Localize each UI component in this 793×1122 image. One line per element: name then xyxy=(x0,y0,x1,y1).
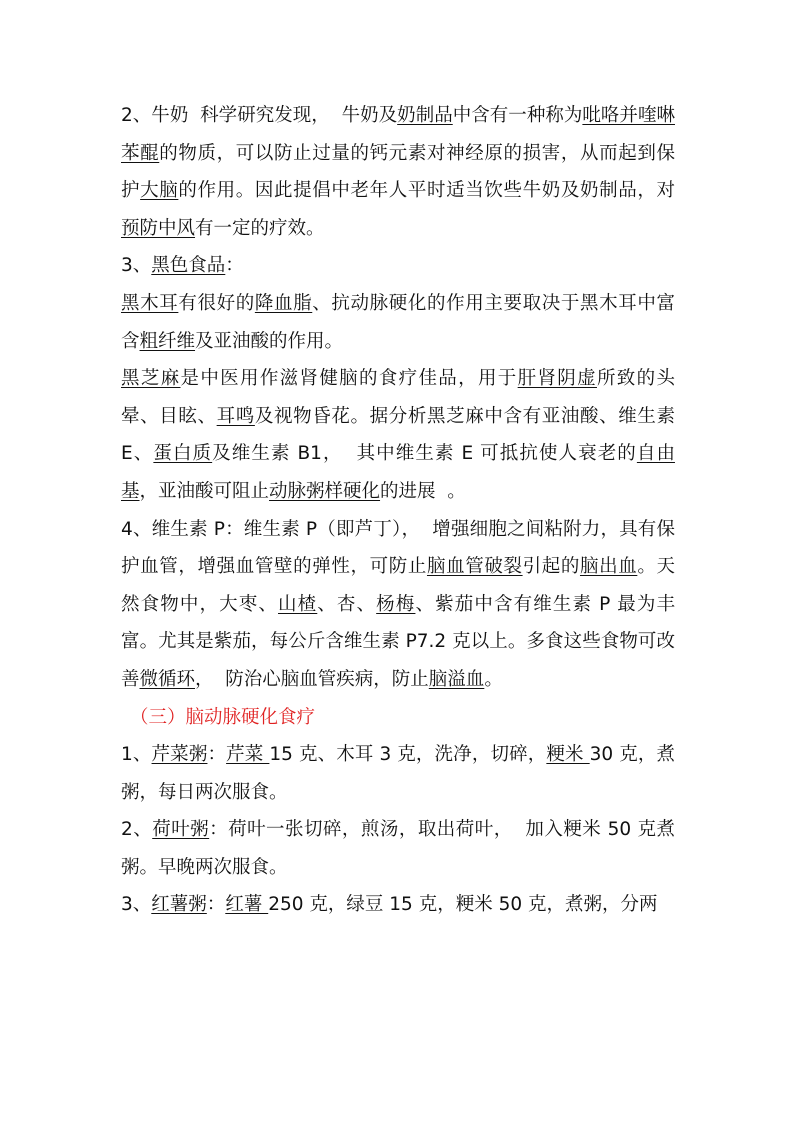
paragraph xyxy=(121,97,675,247)
text-run: 3、 xyxy=(121,894,152,916)
text-run: 、杏、 xyxy=(317,593,377,615)
text-run: ，亚油酸可阻止 xyxy=(139,480,270,502)
underlined-term: 红薯粥 xyxy=(151,894,207,916)
underlined-term: 预防中风 xyxy=(121,217,196,239)
paragraph xyxy=(121,511,675,699)
underlined-term: 芹菜 xyxy=(226,744,270,766)
paragraph xyxy=(121,247,675,285)
text-run: 2、牛奶 科学研究发现， 牛奶及 xyxy=(121,105,398,126)
text-run: 所致的头晕、目眩、 xyxy=(121,368,675,427)
paragraph xyxy=(121,360,681,510)
text-run: （三）脑动脉硬化食疗 xyxy=(130,706,316,728)
text-run: ， 防治心脑血管疾病，防止 xyxy=(195,668,429,690)
text-run: 的物质，可以防止过量的钙元素对神经原的损害，从而起到保护 xyxy=(121,142,675,202)
text-run: 4、维生素 P：维生素 P（即芦丁）， 增强细胞之间粘附力，具有保护血管，增强血管壁的弹性，可防止 xyxy=(121,518,675,578)
text-run: 2、 xyxy=(121,819,153,841)
underlined-term: 吡咯并喹啉苯醌 xyxy=(121,105,675,164)
text-run: 的进展 。 xyxy=(380,480,466,502)
text-run: 、紫茄中含有维生素 P 最为丰富。尤其是紫茄，每公斤含维生素 P7.2 克以上。多食这些食物可改善 xyxy=(121,593,675,690)
paragraph xyxy=(121,811,675,886)
underlined-term: 山楂 xyxy=(278,593,318,615)
underlined-term: 脑出血 xyxy=(579,556,638,578)
paragraph xyxy=(121,886,675,924)
underlined-term: 黑色食品 xyxy=(151,255,226,277)
underlined-term: 脑溢血 xyxy=(428,668,485,690)
text-run: 有很好的 xyxy=(178,292,255,314)
underlined-term: 大脑 xyxy=(140,180,179,202)
underlined-term: 粳米 xyxy=(546,744,590,766)
underlined-term: 芹菜粥 xyxy=(151,744,208,766)
text-run: ： xyxy=(206,894,226,916)
text-run: 。天然食物中，大枣、 xyxy=(121,556,675,615)
paragraph xyxy=(121,285,675,360)
underlined-term: 脑血管破裂 xyxy=(426,556,523,578)
text-run: 的作用。因此提倡中老年人平时适当饮些牛奶及奶制品，对 xyxy=(178,180,675,202)
text-run: 。 xyxy=(484,668,503,690)
text-run: ： xyxy=(225,255,244,277)
underlined-term: 微循环 xyxy=(139,668,196,690)
underlined-term: 自由基 xyxy=(121,443,675,502)
document-body xyxy=(121,97,681,924)
section-heading xyxy=(121,699,675,737)
text-run: 有一定的疗效。 xyxy=(195,217,325,239)
text-run: 、抗动脉硬化的作用主要取决于黑木耳中富含 xyxy=(121,292,675,352)
text-run: 250 克，绿豆 15 克，粳米 50 克，煮粥，分两 xyxy=(268,894,658,916)
text-run: 是中医用作滋肾健脑的食疗佳品，用于 xyxy=(180,368,518,390)
text-run: 15 克、木耳 3 克，洗净，切碎， xyxy=(269,744,547,766)
underlined-term: 肝肾阴虚 xyxy=(517,368,597,390)
underlined-term: 黑木耳 xyxy=(121,292,179,314)
underlined-term: 荷叶粥 xyxy=(152,819,210,841)
underlined-term: 奶制品 xyxy=(397,105,453,126)
underlined-term: 红薯 xyxy=(225,894,269,916)
underlined-term: 杨梅 xyxy=(376,593,416,615)
text-run: 及视物昏花。据分析黑芝麻中含有亚油酸、维生素 E、 xyxy=(121,405,681,465)
text-run: 中含有一种称为 xyxy=(452,105,583,126)
text-run: 引起的 xyxy=(522,556,580,578)
text-run: 1、 xyxy=(121,744,152,766)
paragraph xyxy=(121,736,675,811)
underlined-term: 动脉粥样硬化 xyxy=(269,480,381,502)
underlined-term: 降血脂 xyxy=(254,292,313,314)
text-run: ：荷叶一张切碎，煎汤，取出荷叶， 加入粳米 50 克煮粥。早晚两次服食。 xyxy=(121,819,675,878)
text-run: 及维生素 B1， 其中维生素 E 可抵抗使人衰老的 xyxy=(212,443,637,465)
underlined-term: 黑芝麻 xyxy=(121,368,181,390)
text-run: ： xyxy=(207,744,227,766)
underlined-term: 蛋白质 xyxy=(153,443,213,465)
text-run: 3、 xyxy=(121,255,152,277)
text-run: 及亚油酸的作用。 xyxy=(195,330,344,352)
underlined-term: 粗纤维 xyxy=(139,330,196,352)
text-run: 30 克，煮粥，每日两次服食。 xyxy=(121,744,675,803)
underlined-term: 耳鸣 xyxy=(216,405,255,427)
